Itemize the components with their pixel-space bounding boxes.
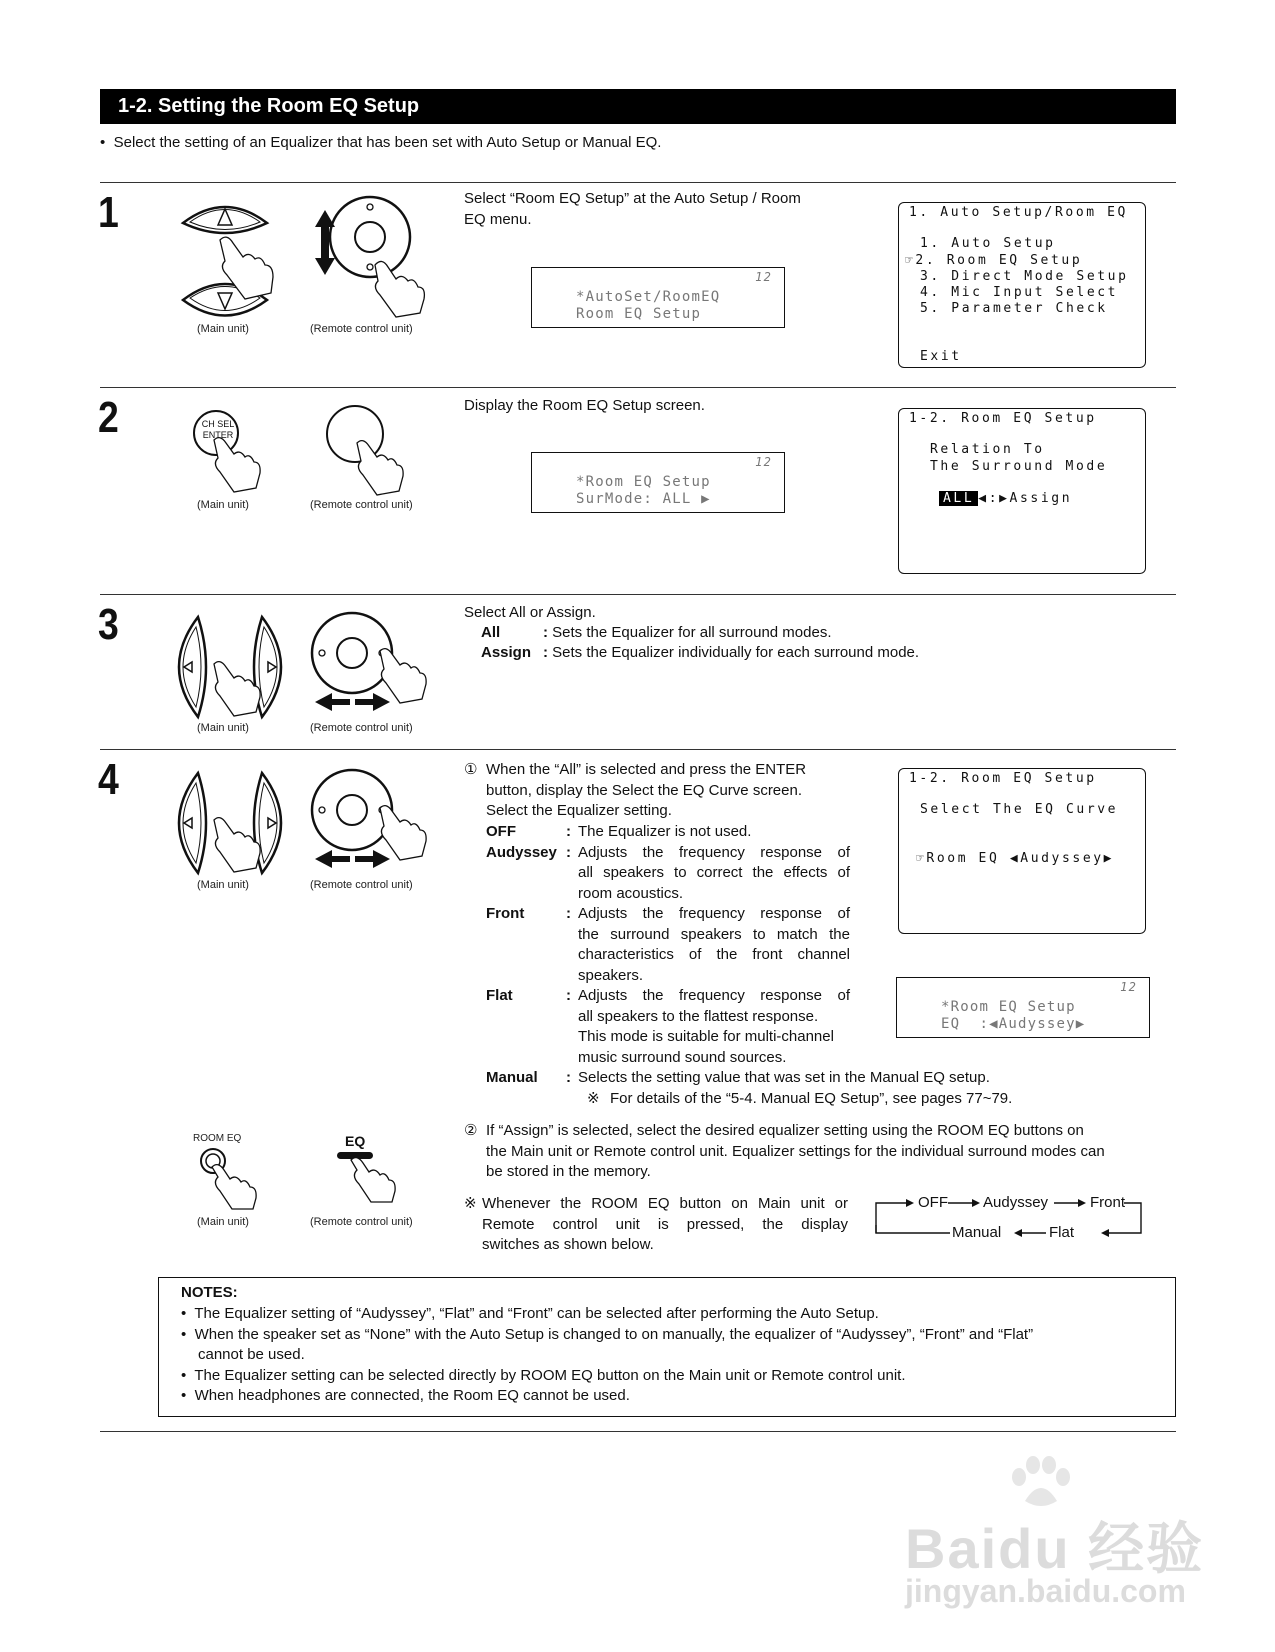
baidu-paw-logo-icon — [1005, 1455, 1075, 1510]
step4-sub2-marker: ② — [464, 1122, 478, 1139]
remote-dial-up-down-icon — [310, 195, 430, 325]
caption-main-unit: (Main unit) — [197, 879, 249, 891]
baidu-watermark-url: jingyan.baidu.com — [905, 1573, 1186, 1609]
divider — [100, 1431, 1176, 1432]
ch-sel-enter-label: CH SEL ENTER — [201, 419, 235, 440]
eq-curve-definitions: OFF : The Equalizer is not used. Audyssey : Adjusts the frequency response of all speakers to correct the effects of room acoustics. Front : Adjusts the frequency response of the surround speakers to match the characteristics of the front channel speakers. Flat : Adjusts the frequency response of all speakers to the flattest response. This mode is suitable for multi-channel music surround sound sources. Manual : Selects the setting value that was set in the Manual EQ setup. ※ For details of the “5-4. Manual EQ Setup”, see pages 77~79. — [486, 823, 1013, 1107]
osd-highlight-all: ALL — [939, 491, 978, 506]
cycle-manual: Manual — [952, 1224, 1002, 1241]
main-unit-left-right-buttons-icon — [170, 768, 290, 880]
front-display-step2: 12 *Room EQ Setup SurMode: ALL ▶ — [531, 452, 785, 513]
cycle-note-text: Whenever the ROOM EQ button on Main unit or Remote control unit is pressed, the display switches as shown below. — [482, 1195, 848, 1253]
notes-box — [158, 1277, 1176, 1417]
step-number-2: 2 — [98, 393, 119, 442]
caption-remote-unit: (Remote control unit) — [310, 323, 413, 335]
step1-text: Select “Room EQ Setup” at the Auto Setup / Room EQ menu. — [464, 190, 801, 228]
remote-eq-button-icon — [335, 1150, 410, 1210]
osd-auto-setup-menu: 1. Auto Setup/Room EQ 1. Auto Setup ☞2. Room EQ Setup 3. Direct Mode Setup 4. Mic Input Select 5. Parameter Check Exit — [898, 202, 1146, 368]
intro-text: • Select the setting of an Equalizer that has been set with Auto Setup or Manual EQ. — [100, 134, 662, 151]
osd-select-eq-curve: 1-2. Room EQ Setup Select The EQ Curve ☞Room EQ ◀Audyssey▶ — [898, 768, 1146, 934]
step4-sub2-text: If “Assign” is selected, select the desired equalizer setting using the ROOM EQ buttons on the Main unit or Remote control unit. Equalizer settings for the individual surround modes can be stored in the memory. — [486, 1122, 1105, 1180]
note-item: • When headphones are connected, the Room EQ cannot be used. — [181, 1387, 630, 1404]
step-number-4: 4 — [98, 755, 119, 804]
divider — [100, 387, 1176, 388]
front-display-step1: 12 *AutoSet/RoomEQ Room EQ Setup — [531, 267, 785, 328]
eq-label: EQ — [345, 1133, 366, 1149]
divider — [100, 182, 1176, 183]
note-item: • When the speaker set as “None” with the Auto Setup is changed to on manually, the equalizer of “Audyssey”, “Front” and “Flat” — [181, 1326, 1034, 1343]
cycle-front: Front — [1090, 1194, 1126, 1211]
caption-remote-unit: (Remote control unit) — [310, 499, 413, 511]
note-item-cont: cannot be used. — [198, 1346, 305, 1363]
room-eq-label: ROOM EQ — [193, 1133, 242, 1144]
caption-remote-unit: (Remote control unit) — [310, 1216, 413, 1228]
divider — [100, 749, 1176, 750]
note-item: • The Equalizer setting can be selected directly by ROOM EQ button on the Main unit or Remote control unit. — [181, 1367, 906, 1384]
caption-main-unit: (Main unit) — [197, 323, 249, 335]
remote-enter-button-icon — [325, 405, 425, 500]
baidu-watermark: Baidu 经验 — [905, 1517, 1205, 1580]
caption-remote-unit: (Remote control unit) — [310, 722, 413, 734]
notes-title: NOTES: — [181, 1284, 238, 1301]
caption-main-unit: (Main unit) — [197, 499, 249, 511]
osd-room-eq-setup: 1-2. Room EQ Setup Relation To The Surround Mode ALL ◀:▶Assign — [898, 408, 1146, 574]
divider — [100, 594, 1176, 595]
main-unit-left-right-buttons-icon — [170, 612, 290, 724]
remote-dial-left-right-icon — [310, 762, 435, 877]
caption-remote-unit: (Remote control unit) — [310, 879, 413, 891]
main-unit-room-eq-button-icon — [198, 1145, 273, 1210]
cycle-note-mark: ※ — [464, 1195, 477, 1212]
note-item: • The Equalizer setting of “Audyssey”, “Flat” and “Front” can be selected after performing the Auto Setup. — [181, 1305, 879, 1322]
caption-main-unit: (Main unit) — [197, 722, 249, 734]
step-number-3: 3 — [98, 600, 119, 649]
caption-main-unit: (Main unit) — [197, 1216, 249, 1228]
cycle-audyssey: Audyssey — [983, 1194, 1049, 1211]
cycle-off: OFF — [918, 1194, 948, 1211]
front-display-step4: 12 *Room EQ Setup EQ :◀Audyssey▶ — [896, 977, 1150, 1038]
cycle-flat: Flat — [1049, 1224, 1075, 1241]
step4-sub1-text: When the “All” is selected and press the ENTER button, display the Select the EQ Curve screen. Select the Equalizer setting. — [486, 761, 807, 819]
step-number-1: 1 — [98, 188, 119, 237]
main-unit-up-down-buttons-icon — [175, 195, 290, 325]
step2-text: Display the Room EQ Setup screen. — [464, 397, 705, 414]
step4-sub1-marker: ① — [464, 761, 478, 778]
section-title: 1-2. Setting the Room EQ Setup — [100, 89, 1176, 124]
step3-text: Select All or Assign. — [464, 604, 596, 621]
remote-dial-left-right-icon — [310, 605, 435, 720]
